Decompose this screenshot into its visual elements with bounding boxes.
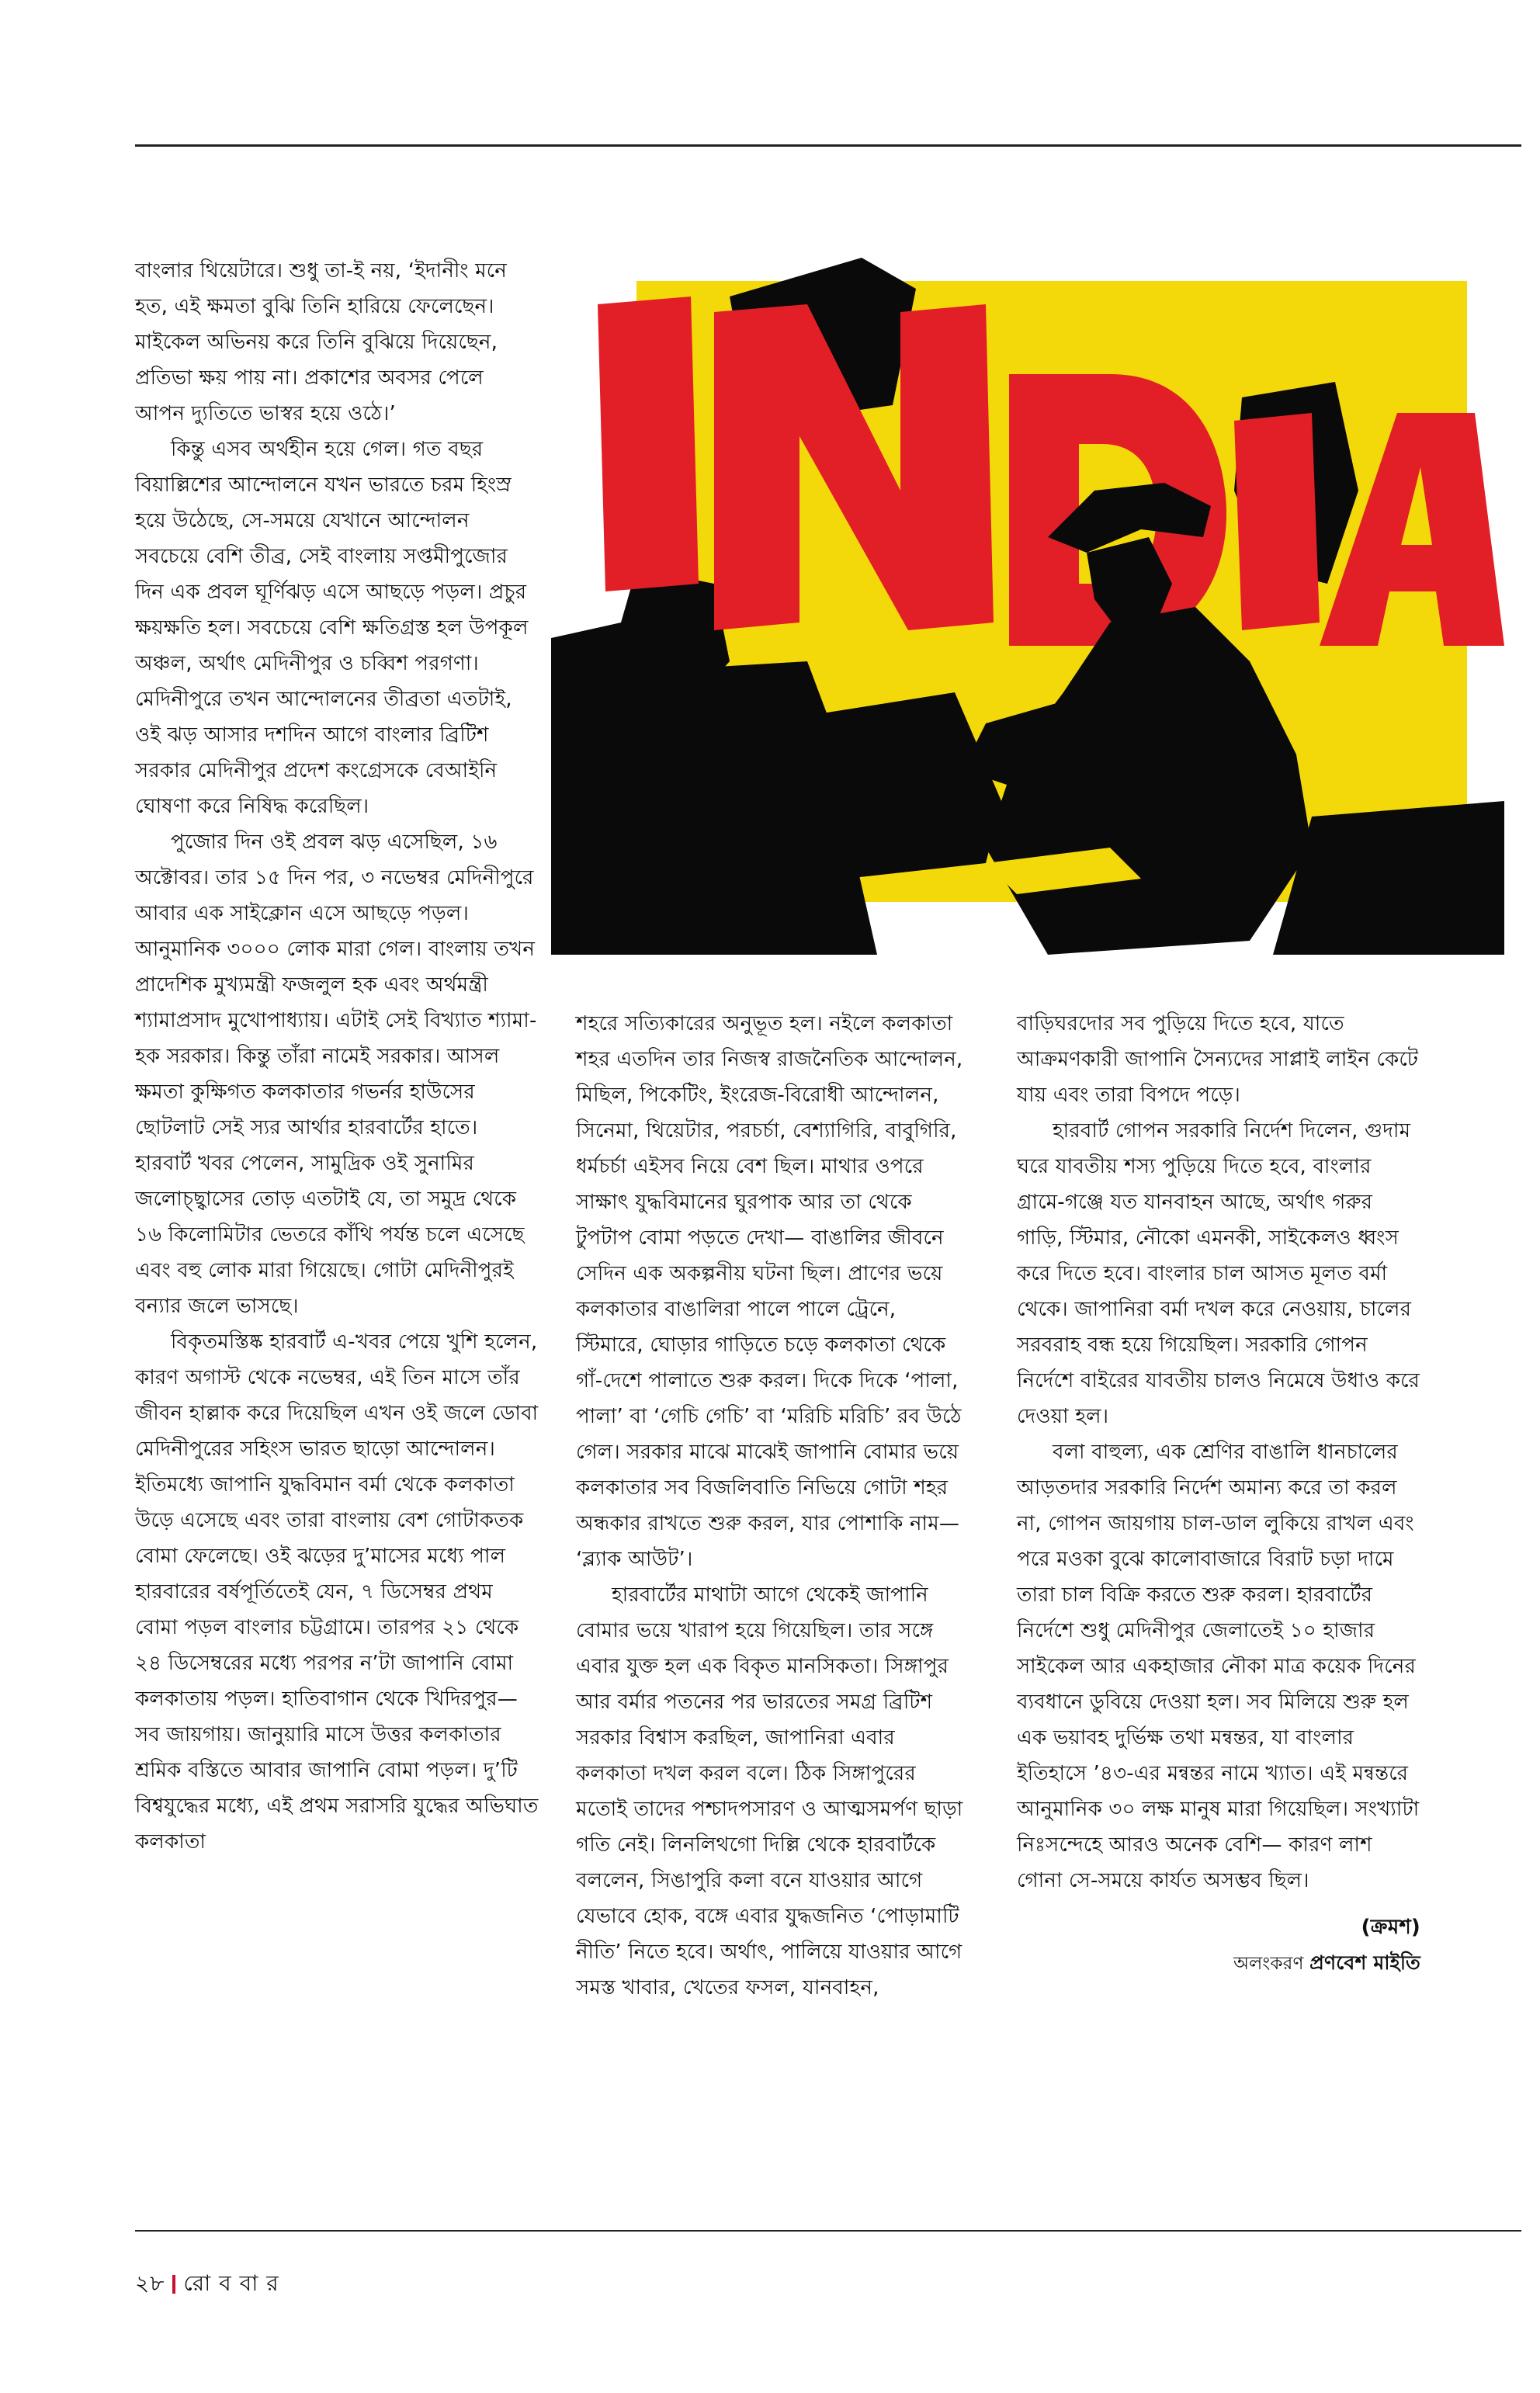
paragraph: বিকৃতমস্তিষ্ক হারবার্ট এ-খবর পেয়ে খুশি হলেন, কারণ অগাস্ট থেকে নভেম্বর, এই তিন মাসে তাঁর জীবন হাল্লাক করে দিয়েছিল এখন ওই জলে ডোবা মেদিনীপুরের সহিংস ভারত ছাড়ো আন্দোলন। ইতিমধ্যে জাপানি যুদ্ধবিমান বর্মা থেকে কলকাতা উড়ে এসেছে এবং তারা বাংলায় বেশ গোটাকতক বোমা ফেলেছে। ওই ঝড়ের দু’মাসের মধ্যে পাল হারবারের বর্ষপূর্তিতেই যেন, ৭ ডিসেম্বর প্রথম বোমা পড়ল বাংলার চট্টগ্রামে। তারপর ২১ থেকে ২৪ ডিসেম্বরের মধ্যে পরপর ন’টা জাপানি বোমা কলকাতায় পড়ল। হাতিবাগান থেকে খিদিরপুর— সব জায়গায়। জানুয়ারি মাসে উত্তর কলকাতার শ্রমিক বস্তিতে আবার জাপানি বোমা পড়ল। দু’টি বিশ্বযুদ্ধের মধ্যে, এই প্রথম সরাসরি যুদ্ধের অভিঘাত কলকাতা: [135, 1330, 539, 1854]
footer-divider-bar: [172, 2275, 175, 2294]
india-collage-illustration: [551, 258, 1504, 955]
paragraph: পুজোর দিন ওই প্রবল ঝড় এসেছিল, ১৬ অক্টোবর। তার ১৫ দিন পর, ৩ নভেম্বর মেদিনীপুরে আবার এক সাইক্লোন এসে আছড়ে পড়ল। আনুমানিক ৩০০০ লোক মারা গেল। বাংলায় তখন প্রাদেশিক মুখ্যমন্ত্রী ফজলুল হক এবং অর্থমন্ত্রী শ্যামাপ্রসাদ মুখোপাধ্যায়। এটাই সেই বিখ্যাত শ্যামা-হক সরকার। কিন্তু তাঁরা নামেই সরকার। আসল ক্ষমতা কুক্ষিগত কলকাতার গভর্নর হাউসের ছোটলাট সেই স্যর আর্থার হারবার্টের হাতে। হারবার্ট খবর পেলেন, সামুদ্রিক ওই সুনামির জলোচ্ছ্বাসের তোড় এতটাই যে, তা সমুদ্র থেকে ১৬ কিলোমিটার ভেতরে কাঁথি পর্যন্ত চলে এসেছে এবং বহু লোক মারা গিয়েছে। গোটা মেদিনীপুরই বন্যার জলে ভাসছে।: [135, 831, 537, 1318]
illustration-credit: [1017, 1945, 1420, 1982]
paragraph: কিন্তু এসব অর্থহীন হয়ে গেল। গত বছর বিয়াল্লিশের আন্দোলনে যখন ভারতে চরম হিংস্র হয়ে উঠেছে, সে-সময়ে যেখানে আন্দোলন সবচেয়ে বেশি তীব্র, সেই বাংলায় সপ্তমীপুজোর দিন এক প্রবল ঘূর্ণিঝড় এসে আছড়ে পড়ল। প্রচুর ক্ষয়ক্ষতি হল। সবচেয়ে বেশি ক্ষতিগ্রস্ত হল উপকূল অঞ্চল, অর্থাৎ মেদিনীপুর ও চব্বিশ পরগণা। মেদিনীপুরে তখন আন্দোলনের তীব্রতা এতটাই, ওই ঝড় আসার দশদিন আগে বাংলার ব্রিটিশ সরকার মেদিনীপুর প্রদেশ কংগ্রেসকে বেআইনি ঘোষণা করে নিষিদ্ধ করেছিল।: [135, 438, 529, 818]
credit-label: অলংকরণ: [1233, 1954, 1304, 1974]
paragraph: হারবার্টের মাথাটা আগে থেকেই জাপানি বোমার ভয়ে খারাপ হয়ে গিয়েছিল। তার সঙ্গে এবার যুক্ত হল এক বিকৃত মানসিকতা। সিঙ্গাপুর আর বর্মার পতনের পর ভারতের সমগ্র ব্রিটিশ সরকার বিশ্বাস করছিল, জাপানিরা এবার কলকাতা দখল করল বলে। ঠিক সিঙ্গাপুরের মতোই তাদের পশ্চাদপসারণ ও আত্মসমর্পণ ছাড়া গতি নেই। লিনলিথগো দিল্লি থেকে হারবার্টকে বললেন, সিঙাপুরি কলা বনে যাওয়ার আগে যেভাবে হোক, বঙ্গে এবার যুদ্ধজনিত ‘পোড়ামাটি নীতি’ নিতে হবে। অর্থাৎ, পালিয়ে যাওয়ার আগে সমস্ত খাবার, খেতের ফসল, যানবাহন,: [576, 1583, 963, 1999]
top-rule: [135, 144, 1521, 147]
bottom-rule: [135, 2230, 1521, 2232]
paragraph: বাড়িঘরদোর সব পুড়িয়ে দিতে হবে, যাতে আক্রমণকারী জাপানি সৈন্যদের সাপ্লাই লাইন কেটে যায় এবং তারা বিপদে পড়ে।: [1017, 1012, 1419, 1107]
to-be-continued-note: (ক্রমশ): [1361, 1916, 1420, 1939]
page-footer: [135, 2266, 279, 2303]
magazine-name: রো ব বা র: [183, 2270, 279, 2296]
paragraph: বলা বাহুল্য, এক শ্রেণির বাঙালি ধানচালের আড়তদার সরকারি নির্দেশ অমান্য করে তা করল না, গোপন জায়গায় চাল-ডাল লুকিয়ে রাখল এবং পরে মওকা বুঝে কালোবাজারে বিরাট চড়া দামে তারা চাল বিক্রি করতে শুরু করল। হারবার্টের নির্দেশে শুধু মেদিনীপুর জেলাতেই ১০ হাজার সাইকেল আর একহাজার নৌকা মাত্র কয়েক দিনের ব্যবধানে ডুবিয়ে দেওয়া হল। সব মিলিয়ে শুরু হল এক ভয়াবহ দুর্ভিক্ষ তথা মন্বন্তর, যা বাংলার ইতিহাসে ’৪৩-এর মন্বন্তর নামে খ্যাত। এই মন্বন্তরে আনুমানিক ৩০ লক্ষ মানুষ মারা গিয়েছিল। সংখ্যাটা নিঃসন্দেহে আরও অনেক বেশি— কারণ লাশ গোনা সে-সময়ে কার্যত অসম্ভব ছিল।: [1017, 1441, 1420, 1892]
credit-artist: প্রণবেশ মাইতি: [1309, 1951, 1420, 1974]
paragraph: বাংলার থিয়েটারে। শুধু তা-ই নয়, ‘ইদানীং মনে হত, এই ক্ষমতা বুঝি তিনি হারিয়ে ফেলেছেন। মাইকেল অভিনয় করে তিনি বুঝিয়ে দিয়েছেন, প্রতিভা ক্ষয় পায় না। প্রকাশের অবসর পেলে আপন দ্যুতিতে ভাস্বর হয়ে ওঠে।’: [135, 259, 507, 425]
illustration-svg: [551, 258, 1504, 955]
paragraph: শহরে সত্যিকারের অনুভূত হল। নইলে কলকাতা শহর এতদিন তার নিজস্ব রাজনৈতিক আন্দোলন, মিছিল, পিকেটিং, ইংরেজ-বিরোধী আন্দোলন, সিনেমা, থিয়েটার, পরচর্চা, বেশ্যাগিরি, বাবুগিরি, ধর্মচর্চা এইসব নিয়ে বেশ ছিল। মাথার ওপরে সাক্ষাৎ যুদ্ধবিমানের ঘুরপাক আর তা থেকে টুপটাপ বোমা পড়তে দেখা— বাঙালির জীবনে সেদিন এক অকল্পনীয় ঘটনা ছিল। প্রাণের ভয়ে কলকাতার বাঙালিরা পালে পালে ট্রেনে, স্টিমারে, ঘোড়ার গাড়িতে চড়ে কলকাতা থেকে গাঁ-দেশে পালাতে শুরু করল। দিকে দিকে ‘পালা, পালা’ বা ‘গেচি গেচি’ বা ‘মরিচি মরিচি’ রব উঠে গেল। সরকার মাঝে মাঝেই জাপানি বোমার ভয়ে কলকাতার সব বিজলিবাতি নিভিয়ে গোটা শহর অন্ধকার রাখতে শুরু করল, যার পোশাকি নাম— ‘ব্ল্যাক আউট’।: [576, 1012, 963, 1571]
letter-i-2: [1234, 413, 1320, 630]
letter-i: [598, 297, 699, 591]
page-number: ২৮: [135, 2270, 165, 2296]
article-column-3: [1017, 1006, 1420, 1982]
paragraph: হারবার্ট গোপন সরকারি নির্দেশ দিলেন, গুদাম ঘরে যাবতীয় শস্য পুড়িয়ে দিতে হবে, বাংলার গ্রামে-গঞ্জে যত যানবাহন আছে, অর্থাৎ গরুর গাড়ি, স্টিমার, নৌকো এমনকী, সাইকেলও ধ্বংস করে দিতে হবে। বাংলার চাল আসত মূলত বর্মা থেকে। জাপানিরা বর্মা দখল করে নেওয়ায়, চালের সরবরাহ বন্ধ হয়ে গিয়েছিল। সরকারি গোপন নির্দেশে বাইরের যাবতীয় চালও নিমেষে উধাও করে দেওয়া হল।: [1017, 1119, 1420, 1428]
article-column-2: [576, 1006, 964, 2006]
article-column-1: [135, 253, 539, 1860]
